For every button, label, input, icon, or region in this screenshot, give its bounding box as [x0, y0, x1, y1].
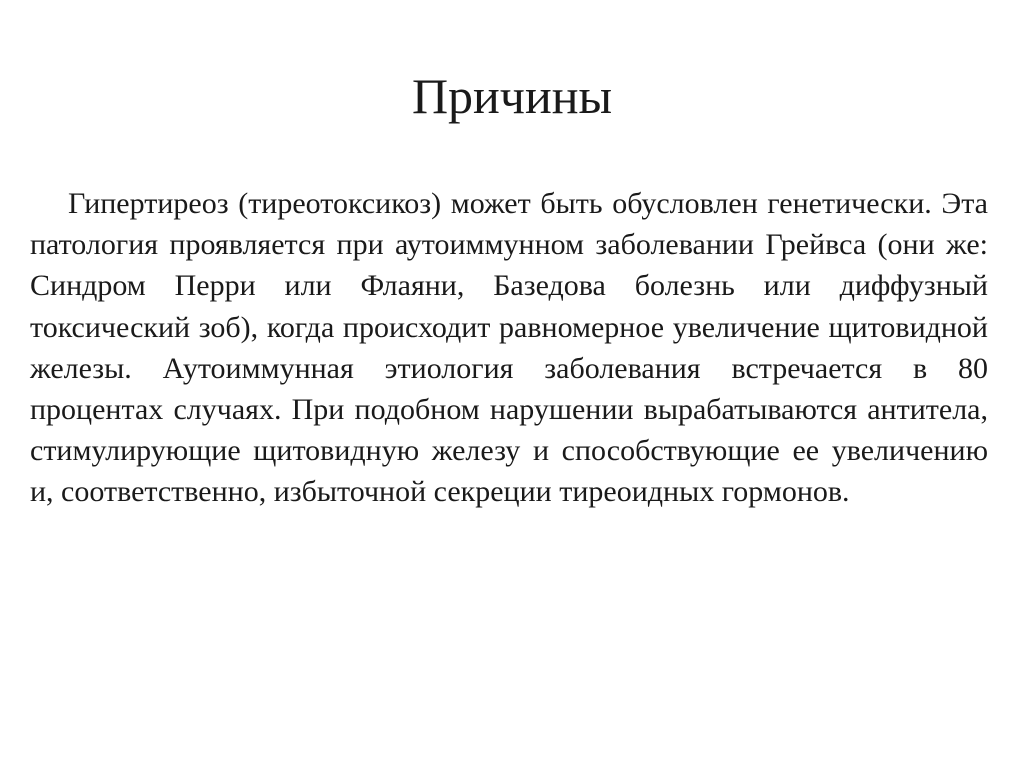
- slide-title: Причины: [411, 68, 613, 124]
- slide-body-paragraph: Гипертиреоз (тиреотоксикоз) может быть обусловлен генетически. Эта патология проявляется при аутоиммунном заболевании Грейвса (они же: Синдром Перри или Флаяни, Базедова болезнь или диффузный токсический зоб), когда происходит равномерное увеличение щитовидной железы. Аутоиммунная этиология заболевания встречается в 80 процентах случаях. При подобном нарушении вырабатываются антитела, стимулирующие щитовидную железу и способствующие ее увеличению и, соответственно, избыточной секреции тиреоидных гормонов.: [30, 187, 988, 509]
